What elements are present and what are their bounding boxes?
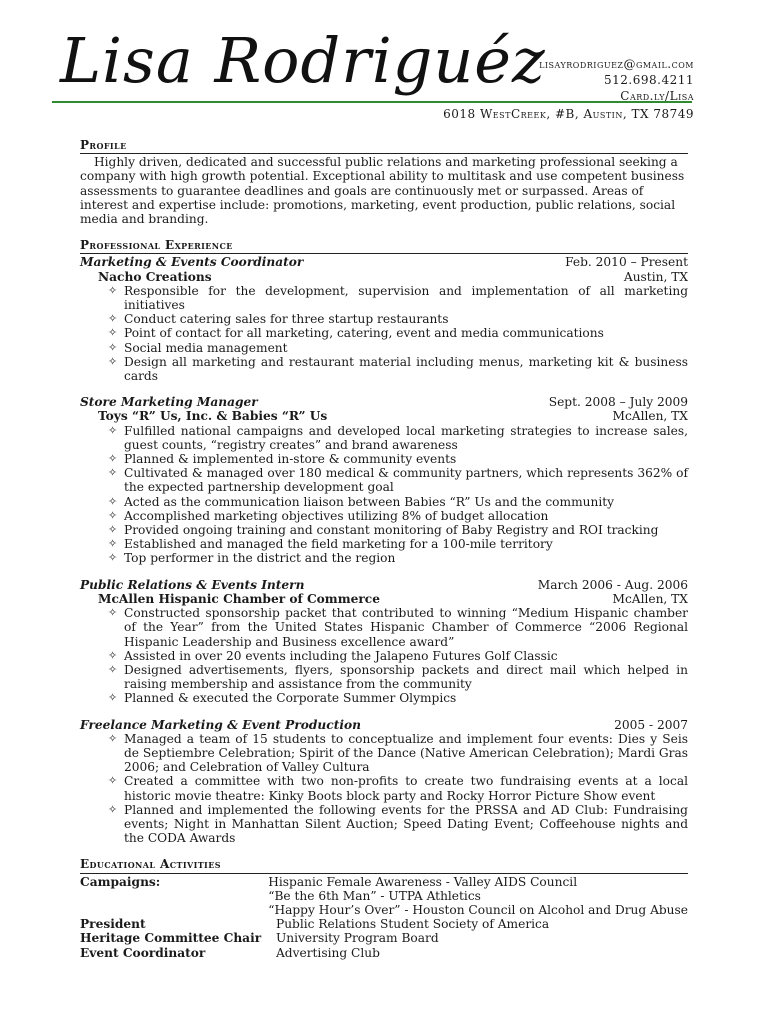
diamond-bullet-icon: ✧ [108, 774, 118, 788]
contact-block [539, 56, 694, 104]
diamond-bullet-icon: ✧ [108, 537, 118, 551]
education-item: Hispanic Female Awareness - Valley AIDS Council [268, 874, 578, 889]
job-title-row [80, 395, 688, 409]
bullet-text: Provided ongoing training and constant monitoring of Baby Registry and ROI tracking [124, 523, 659, 538]
diamond-bullet-icon: ✧ [108, 508, 118, 522]
list-item [108, 523, 688, 537]
education-row [80, 946, 688, 960]
job-title-row [80, 578, 688, 592]
bullet-text: Design all marketing and restaurant material including menus, marketing kit & business cards [124, 354, 688, 384]
bullet-text: Cultivated & managed over 180 medical & community partners, which represents 362% of the expected partnership development goal [124, 466, 688, 495]
list-item [108, 495, 688, 509]
list-item [108, 355, 688, 383]
diamond-bullet-icon: ✧ [108, 423, 118, 437]
bullet-text: Assisted in over 20 events including the Jalapeno Futures Golf Classic [124, 648, 558, 663]
bullet-text: Managed a team of 15 students to conceptualize and implement four events: Dies y Seis de Septiembre Celebration; Spirit of the Dance (Native American Celebration); Mardi Gras 2006; and Celebration of Valley Cultura [124, 731, 688, 775]
diamond-bullet-icon: ✧ [108, 494, 118, 508]
list-item [108, 691, 688, 705]
education-item: “Happy Hour’s Over” - Houston Council on Alcohol and Drug Abuse [268, 902, 688, 917]
job-bullets [80, 606, 688, 705]
education-role: Heritage Committee Chair [80, 931, 262, 946]
diamond-bullet-icon: ✧ [108, 606, 118, 620]
job-organization: Nacho Creations [98, 269, 212, 284]
phone: 512.698.4211 [604, 73, 694, 87]
education-description [268, 875, 688, 918]
bullet-text: Accomplished marketing objectives utilizing 8% of budget allocation [124, 508, 549, 523]
education-row [80, 875, 688, 918]
job-dates: 2005 - 2007 [614, 717, 688, 732]
education-role: Campaigns: [80, 874, 161, 889]
job-title-row [80, 718, 688, 732]
list-item [108, 341, 688, 355]
diamond-bullet-icon: ✧ [108, 340, 118, 354]
list-item [108, 312, 688, 326]
diamond-bullet-icon: ✧ [108, 466, 118, 480]
job-org-row [80, 270, 688, 284]
job-organization: McAllen Hispanic Chamber of Commerce [98, 591, 380, 606]
bullet-text: Planned and implemented the following events for the PRSSA and AD Club: Fundraising events; Night in Manhattan Silent Auction; Speed Dating Event; Coffeehouse nights and the CODA Awards [124, 802, 688, 846]
diamond-bullet-icon: ✧ [108, 802, 118, 816]
resume-body [80, 138, 688, 960]
list-item [108, 452, 688, 466]
list-item [108, 509, 688, 523]
job-dates: March 2006 - Aug. 2006 [537, 577, 688, 592]
list-item [108, 732, 688, 775]
education-item: University Program Board [276, 931, 439, 946]
diamond-bullet-icon: ✧ [108, 312, 118, 326]
profile-heading: Profile [80, 138, 688, 154]
bullet-text: Planned & executed the Corporate Summer Olympics [124, 691, 457, 706]
education-row [80, 931, 688, 945]
job-location: McAllen, TX [612, 409, 688, 424]
job-org-row [80, 592, 688, 606]
education-heading: Educational Activities [80, 857, 688, 873]
address: 6018 WestCreek, #B, Austin, TX 78749 [443, 107, 694, 121]
job-bullets [80, 284, 688, 383]
diamond-bullet-icon: ✧ [108, 648, 118, 662]
job-dates: Feb. 2010 – Present [565, 255, 688, 270]
list-item [108, 606, 688, 649]
bullet-text: Responsible for the development, supervision and implementation of all marketing initiatives [124, 283, 688, 313]
bullet-text: Designed advertisements, flyers, sponsorship packets and direct mail which helped in raising membership and assistance from the community [124, 662, 688, 692]
job-bullets [80, 424, 688, 566]
job-list [80, 255, 688, 845]
profile-text: Highly driven, dedicated and successful public relations and marketing professional seeking a company with high growth potential. Exceptional ability to multitask and use competent business assessments to guarantee deadlines and goals are continuously met or surpassed. Areas of interest and expertise include: promotions, marketing, event production, public relations, social media and branding. [80, 155, 685, 227]
list-item [108, 424, 688, 452]
job-organization: Toys “R” Us, Inc. & Babies “R” Us [98, 409, 328, 424]
diamond-bullet-icon: ✧ [108, 662, 118, 676]
email[interactable]: lisayrodriguez@gmail.com [539, 57, 694, 71]
diamond-bullet-icon: ✧ [108, 326, 118, 340]
bullet-text: Fulfilled national campaigns and developed local marketing strategies to increase sales, guest counts, “registry creates” and brand awareness [124, 423, 688, 452]
list-item [108, 326, 688, 340]
job-entry [80, 718, 688, 846]
job-bullets [80, 732, 688, 846]
job-title: Freelance Marketing & Event Production [80, 717, 361, 732]
bullet-text: Planned & implemented in-store & community events [124, 452, 457, 467]
job-title-row [80, 255, 688, 269]
bullet-text: Point of contact for all marketing, catering, event and media communications [124, 326, 604, 341]
card-link[interactable]: Card.ly/Lisa [620, 89, 694, 103]
resume-name: Lisa Rodriguéz [60, 24, 546, 97]
diamond-bullet-icon: ✧ [108, 551, 118, 565]
education-description [276, 931, 688, 945]
diamond-bullet-icon: ✧ [108, 283, 118, 297]
list-item [108, 551, 688, 565]
bullet-text: Established and managed the field marketing for a 100-mile territory [124, 537, 553, 552]
diamond-bullet-icon: ✧ [108, 691, 118, 705]
list-item [108, 537, 688, 551]
education-role: President [80, 917, 146, 932]
job-location: McAllen, TX [612, 591, 688, 606]
bullet-text: Conduct catering sales for three startup restaurants [124, 312, 449, 327]
diamond-bullet-icon: ✧ [108, 731, 118, 745]
education-description [276, 917, 688, 931]
education-row [80, 917, 688, 931]
bullet-text: Created a committee with two non-profits to create two fundraising events at a local historic movie theatre: Kinky Boots block party and Rocky Horror Picture Show event [124, 774, 688, 803]
job-title: Store Marketing Manager [80, 395, 258, 410]
education-list [80, 875, 688, 960]
job-entry [80, 578, 688, 706]
list-item [108, 774, 688, 802]
education-item: Public Relations Student Society of America [276, 917, 550, 932]
job-location: Austin, TX [623, 269, 688, 284]
education-item: “Be the 6th Man” - UTPA Athletics [268, 888, 481, 903]
job-entry [80, 255, 688, 383]
diamond-bullet-icon: ✧ [108, 523, 118, 537]
education-item: Advertising Club [276, 945, 380, 960]
list-item [108, 284, 688, 312]
list-item [108, 803, 688, 846]
list-item [108, 466, 688, 494]
job-title: Public Relations & Events Intern [80, 577, 305, 592]
bullet-text: Acted as the communication liaison between Babies “R” Us and the community [124, 494, 615, 509]
bullet-text: Social media management [124, 340, 288, 355]
bullet-text: Constructed sponsorship packet that contributed to winning “Medium Hispanic chamber of the Year” from the United States Hispanic Chamber of Commerce “2006 Regional Hispanic Leadership and Business excellence award” [124, 606, 688, 649]
list-item [108, 663, 688, 691]
job-dates: Sept. 2008 – July 2009 [548, 395, 688, 410]
education-role: Event Coordinator [80, 945, 206, 960]
job-title: Marketing & Events Coordinator [80, 255, 304, 270]
diamond-bullet-icon: ✧ [108, 452, 118, 466]
experience-heading: Professional Experience [80, 238, 688, 254]
job-entry [80, 395, 688, 565]
education-description [276, 946, 688, 960]
diamond-bullet-icon: ✧ [108, 354, 118, 368]
list-item [108, 649, 688, 663]
bullet-text: Top performer in the district and the region [124, 551, 396, 566]
job-org-row [80, 409, 688, 423]
